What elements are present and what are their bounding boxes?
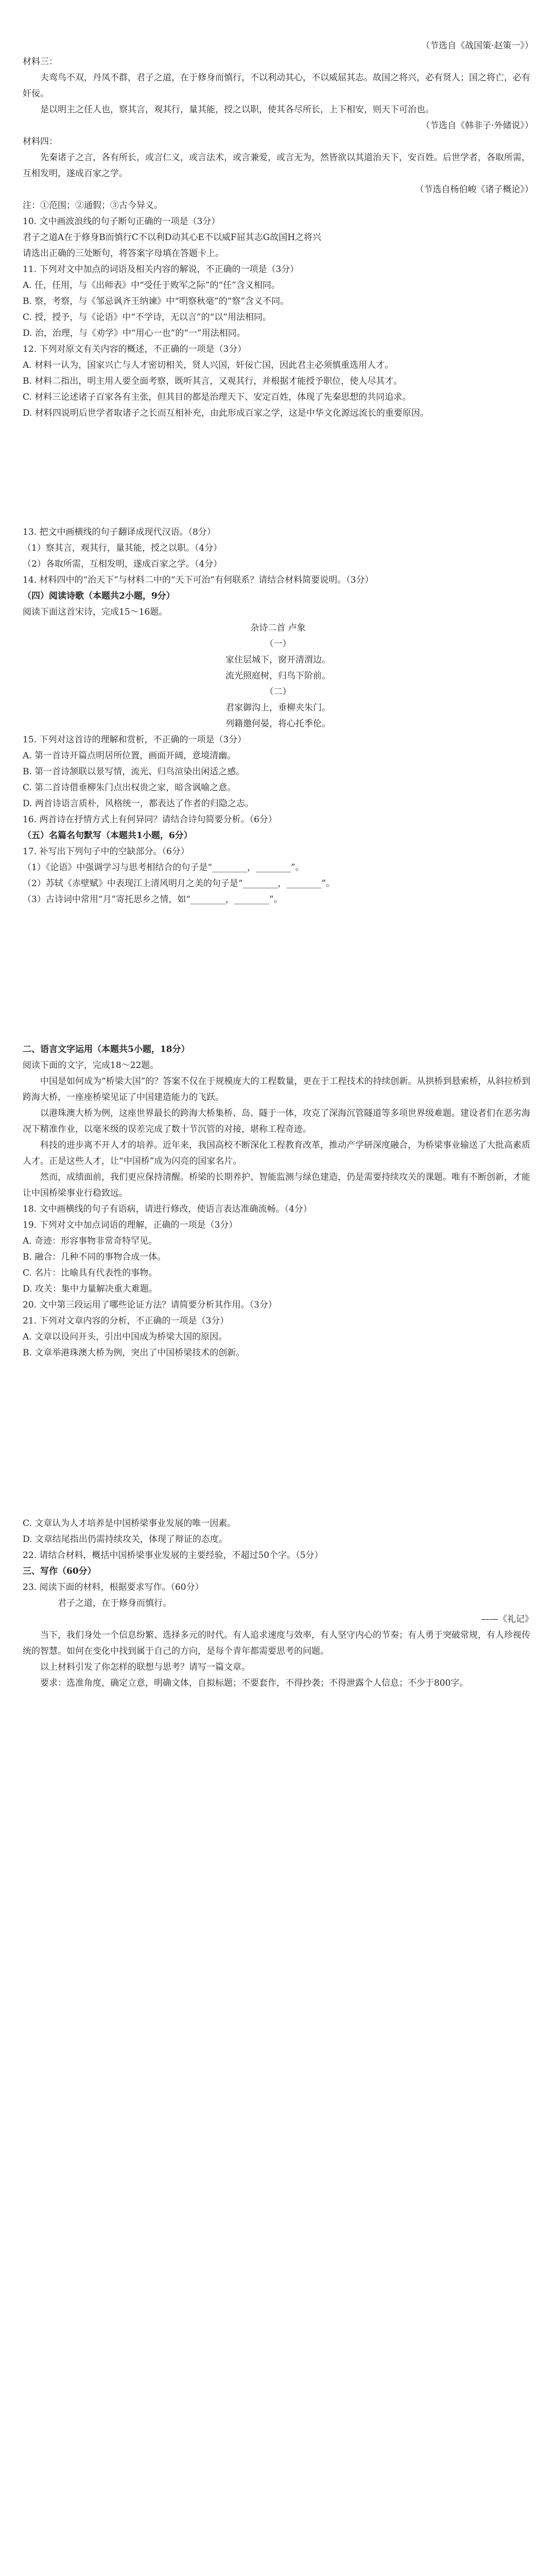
option: C. 名片：比喻具有代表性的事物。 — [23, 1268, 158, 1278]
option: A. 文章以设问开头，引出中国成为桥梁大国的原因。 — [23, 1332, 228, 1342]
question-stem: 14. 材料四中的“治天下”与材料二中的“天下可治”有何联系？请结合材料简要说明。（3分） — [23, 575, 374, 585]
option: D. 材料四说明后世学者取诸子之长而互相补充，由此形成百家之学，这是中华文化源远流长的重要原因。 — [23, 408, 429, 418]
option: B. 融合：几种不同的事物合成一体。 — [23, 1252, 166, 1262]
source-citation: （节选自杨伯峻《诸子概论》） — [415, 184, 533, 195]
question-line: 君子之道A在于修身B而慎行C不以利D动其心E不以威F屈其志G故国H之将兴 — [23, 232, 322, 243]
passage-paragraph: 中国是如何成为“桥梁大国”的？答案不仅在于规模庞大的工程数量，更在于工程技术的持续创新。从拱桥到悬索桥，从斜拉桥到跨海大桥，一座座桥梁见证了中国建造能力的飞跃。 — [23, 1076, 531, 1103]
question-stem: 13. 把文中画横线的句子翻译成现代汉语。（8分） — [23, 527, 216, 537]
option: D. 两首诗语言质朴，风格统一，都表达了作者的归隐之志。 — [23, 799, 254, 809]
notes: 注：①范围；②通假；③古今异义。 — [23, 200, 163, 211]
question-stem: 17. 补写出下列句子中的空缺部分。（6分） — [23, 846, 189, 857]
material-label: 材料三： — [23, 57, 58, 67]
option: D. 文章结尾指出仍需持续攻关，体现了辩证的态度。 — [23, 1534, 228, 1545]
source-citation: （节选自《战国策·赵策一》） — [421, 41, 533, 51]
poem-part: （一） — [265, 639, 291, 649]
section-heading: 二、语言文字运用（本题共5小题，18分） — [23, 1044, 190, 1055]
quote-source: ——《礼记》 — [481, 1614, 533, 1624]
question-stem: 12. 下列对原文有关内容的概述，不正确的一项是（3分） — [23, 344, 247, 354]
option: C. 文章认为人才培养是中国桥梁事业发展的唯一因素。 — [23, 1518, 236, 1529]
material-label: 材料四： — [23, 137, 58, 147]
option: D. 攻关：集中力量解决重大难题。 — [23, 1284, 158, 1294]
option: B. 文章举港珠澳大桥为例，突出了中国桥梁技术的创新。 — [23, 1348, 245, 1358]
question-line: （1）察其言，观其行，量其能，授之以职。（4分） — [23, 543, 222, 553]
option: A. 奇迹：形容事物非常奇特罕见。 — [23, 1236, 158, 1246]
passage-paragraph: 科技的进步离不开人才的培养。近年来，我国高校不断深化工程教育改革，推动产学研深度融合，为桥梁事业输送了大批高素质人才。正是这些人才，让“中国桥”成为闪亮的国家名片。 — [23, 1140, 530, 1166]
source-citation: （节选自《韩非子·外储说》） — [421, 121, 533, 131]
poem-line: 列籍邀何晏，将心托季伦。 — [225, 719, 331, 729]
question-stem: 21. 下列对文章内容的分析，不正确的一项是（3分） — [23, 1316, 229, 1326]
passage-paragraph: 以港珠澳大桥为例，这座世界最长的跨海大桥集桥、岛、隧于一体，攻克了深海沉管隧道等多项世界级难题。建设者们在恶劣海况下精准作业，以毫米级的误差完成了数十节沉管的对接，堪称工程奇迹。 — [23, 1108, 530, 1134]
option: C. 第二首诗借垂柳朱门点出权贵之家，暗含讽喻之意。 — [23, 783, 236, 793]
poem-line: 君家御沟上，垂柳夹朱门。 — [225, 703, 331, 713]
writing-paragraph: 当下，我们身处一个信息纷繁、选择多元的时代。有人追求速度与效率，有人坚守内心的节奏；有人勇于突破常规，有人珍视传统的智慧。如何在变化中找到属于自己的方向，是每个青年都需要思考的问题。 — [23, 1630, 530, 1656]
option: B. 第一首诗颔联以景写情，流光、归鸟渲染出闲适之感。 — [23, 767, 245, 777]
poem-part: （二） — [265, 687, 291, 697]
question-stem: 11. 下列对文中加点的词语及相关内容的解说，不正确的一项是（3分） — [23, 264, 299, 275]
passage-paragraph: 是以明主之任人也，察其言，观其行，量其能，授之以职，使其各尽所长，上下相安，则天下可治也。 — [40, 105, 434, 115]
question-line: （1）《论语》中强调学习与思考相结合的句子是“________，________”。 — [23, 862, 304, 873]
question-stem: 22. 请结合材料，概括中国桥梁事业发展的主要经验，不超过50个字。（5分） — [23, 1550, 323, 1561]
question-line: （2）苏轼《赤壁赋》中表现江上清风明月之美的句子是“________，________”。 — [23, 878, 335, 889]
section-heading: （四）阅读诗歌（本题共2小题，9分） — [23, 591, 175, 601]
question-line: （2）各取所需，互相发明，遂成百家之学。（4分） — [23, 559, 222, 569]
option: C. 授，授予，与《论语》中“不学诗，无以言”的“以”用法相同。 — [23, 312, 271, 323]
question-stem: 23. 阅读下面的材料，根据要求写作。（60分） — [23, 1582, 204, 1592]
section-intro: 阅读下面的文字，完成18～22题。 — [23, 1060, 159, 1071]
question-line: 请选出正确的三处断句，将答案字母填在答题卡上。 — [23, 248, 224, 259]
option: A. 第一首诗开篇点明居所位置，画面开阔，意境清幽。 — [23, 751, 236, 761]
question-stem: 18. 文中画横线的句子有语病，请进行修改，使语言表达准确流畅。（4分） — [23, 1204, 312, 1214]
option: B. 察，考察，与《邹忌讽齐王纳谏》中“明察秋毫”的“察”含义不同。 — [23, 296, 289, 307]
section-intro: 阅读下面这首宋诗，完成15～16题。 — [23, 607, 168, 617]
passage-paragraph: 夫鸾鸟不双，丹凤不群，君子之道，在于修身而慎行，不以利动其心，不以威屈其志。故国之将兴，必有贤人；国之将亡，必有奸佞。 — [23, 73, 530, 99]
writing-paragraph: 以上材料引发了你怎样的联想与思考？请写一篇文章。 — [40, 1662, 250, 1672]
option: D. 治，治理，与《劝学》中“用心一也”的“一”用法相同。 — [23, 328, 246, 338]
option: A. 任，任用，与《出师表》中“受任于败军之际”的“任”含义相同。 — [23, 280, 280, 291]
passage-paragraph: 然而，成绩面前，我们更应保持清醒。桥梁的长期养护、智能监测与绿色建造，仍是需要持续攻关的课题。唯有不断创新，才能让中国桥梁事业行稳致远。 — [23, 1172, 530, 1198]
writing-requirements: 要求：选准角度，确定立意，明确文体，自拟标题；不要套作，不得抄袭；不得泄露个人信息；不少于800字。 — [40, 1678, 468, 1688]
question-stem: 10. 文中画波浪线的句子断句正确的一项是（3分） — [23, 216, 220, 227]
question-line: （3）古诗词中常用“月”寄托思乡之情，如“________，________”。 — [23, 894, 283, 905]
poem-line: 流光照庭树，归鸟下阶前。 — [225, 671, 331, 681]
answer-space — [23, 1361, 533, 1516]
answer-space — [23, 908, 533, 1042]
option: C. 材料三论述诸子百家各有主张，但其目的都是治理天下、安定百姓，体现了先秦思想的共同追求。 — [23, 392, 411, 402]
answer-space — [23, 421, 533, 524]
question-stem: 20. 文中第三段运用了哪些论证方法？请简要分析其作用。（3分） — [23, 1300, 277, 1310]
poem-title: 杂诗二首 卢象 — [250, 623, 306, 633]
option: B. 材料二指出，明主用人要全面考察，既听其言，又观其行，并根据才能授予职位，使人尽其才。 — [23, 376, 403, 386]
question-stem: 19. 下列对文中加点词语的理解，正确的一项是（3分） — [23, 1220, 238, 1230]
section-heading: 三、写作（60分） — [23, 1566, 96, 1577]
option: A. 材料一认为，国家兴亡与人才密切相关，贤人兴国，奸佞亡国，因此君主必须慎重选用人才。 — [23, 360, 394, 370]
passage-paragraph: 先秦诸子之言，各有所长，或言仁义，或言法术，或言兼爱，或言无为，然皆欲以其道治天下，安百姓。后世学者，各取所需，互相发明，遂成百家之学。 — [23, 152, 530, 179]
question-stem: 16. 两首诗在抒情方式上有何异同？请结合诗句简要分析。（6分） — [23, 815, 277, 825]
question-stem: 15. 下列对这首诗的理解和赏析，不正确的一项是（3分） — [23, 735, 247, 745]
poem-line: 家住层城下，窗开清渭边。 — [225, 655, 331, 665]
section-heading: （五）名篇名句默写（本题共1小题，6分） — [23, 831, 193, 841]
writing-quote: 君子之道，在于修身而慎行。 — [58, 1598, 171, 1608]
